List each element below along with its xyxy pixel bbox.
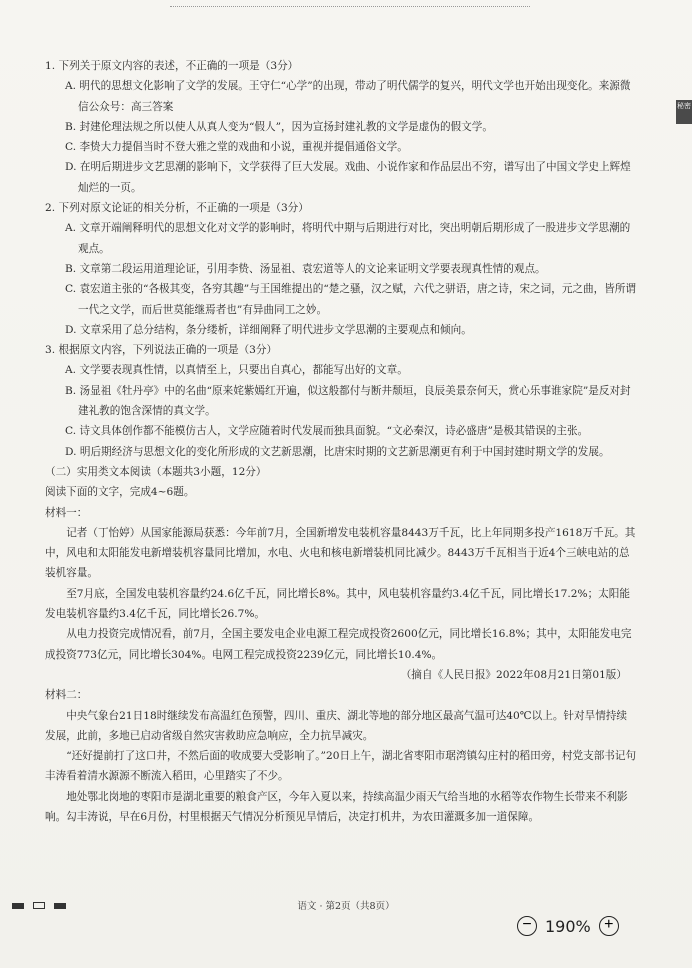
material-1-paragraph: 至7月底，全国发电装机容量约24.6亿千瓦，同比增长8%。其中，风电装机容量约3.4亿千瓦，同比增长17.2%；太阳能发电装机容量约3.4亿千瓦，同比增长26.7%。 — [45, 587, 630, 621]
sidebar-tab[interactable]: 秘密 — [676, 100, 692, 124]
question-3 — [45, 340, 637, 462]
question-stem: 1. 下列关于原文内容的表述，不正确的一项是（3分） — [45, 60, 299, 72]
option-c: C. 诗文具体创作都不能模仿古人，文学应随着时代发展而独具面貌。“文必秦汉，诗必盛唐”是极其错误的主张。 — [65, 425, 589, 438]
section-instruction: 阅读下面的文字，完成4~6题。 — [45, 486, 195, 499]
question-2 — [45, 198, 637, 340]
zoom-level: 190% — [545, 916, 591, 936]
option-c: C. 袁宏道主张的“各极其变，各穷其趣”与王国维提出的“楚之骚，汉之赋，六代之骈语，唐之诗，宋之词，元之曲，皆所谓一代之文学，而后世莫能继焉者也”有异曲同工之妙。 — [65, 283, 636, 316]
option-d: D. 在明后期进步文艺思潮的影响下，文学获得了巨大发展。戏曲、小说作家和作品层出不穷，谱写出了中国文学史上辉煌灿烂的一页。 — [65, 161, 631, 194]
question-1 — [45, 56, 637, 198]
page-footer: 语文 · 第2页（共8页） — [297, 901, 395, 912]
option-b: B. 文章第二段运用道理论证，引用李贽、汤显祖、袁宏道等人的文论来证明文学要表现真性情的观点。 — [65, 262, 546, 275]
option-a: A. 文章开端阐释明代的思想文化对文学的影响时，将明代中期与后期进行对比，突出明朝后期形成了一股进步文学思潮的观点。 — [65, 222, 631, 255]
option-c: C. 李贽大力提倡当时不登大雅之堂的戏曲和小说，重视并提倡通俗文学。 — [65, 141, 408, 154]
option-a: A. 明代的思想文化影响了文学的发展。王守仁“心学”的出现，带动了明代儒学的复兴，明代文学也开始出现变化。来源微信公众号：高三答案 — [65, 80, 631, 113]
option-d: D. 文章采用了总分结构，条分缕析，详细阐释了明代进步文学思潮的主要观点和倾向。 — [65, 323, 472, 336]
material-1-paragraph: 从电力投资完成情况看，前7月，全国主要发电企业电源工程完成投资2600亿元，同比增长16.8%；其中，太阳能发电完成投资773亿元，同比增长304%。电网工程完成投资2239亿元，同比增长10.4%。 — [45, 628, 632, 661]
question-stem: 2. 下列对原文论证的相关分析，不正确的一项是（3分） — [45, 202, 309, 215]
question-stem: 3. 根据原文内容，下列说法正确的一项是（3分） — [45, 344, 278, 357]
material-2-paragraph: 中央气象台21日18时继续发布高温红色预警，四川、重庆、湖北等地的部分地区最高气温可达40℃以上。针对旱情持续发展，此前，多地已启动省级自然灾害救助应急响应，全力抗旱减灾。 — [45, 709, 627, 742]
material-2-paragraph: 地处鄂北岗地的枣阳市是湖北重要的粮食产区，今年入夏以来，持续高温少雨天气给当地的水稻等农作物生长带来不利影响。勾丰涛说，早在6月份，村里根据天气情况分析预见旱情后，决定打机井，为农田灌溉多加一道保障。 — [45, 790, 628, 823]
material-1-source: （摘自《人民日报》2022年08月21日第01版） — [400, 668, 627, 681]
page-content — [45, 56, 637, 827]
material-2-label: 材料二： — [45, 689, 88, 702]
minus-icon: − — [522, 916, 532, 933]
plus-icon: + — [604, 916, 614, 933]
zoom-control — [517, 913, 619, 939]
material-1-label: 材料一： — [45, 506, 88, 519]
option-d: D. 明后期经济与思想文化的变化所形成的文艺新思潮，比唐宋时期的文艺新思潮更有利于中国封建时期文学的发展。 — [65, 445, 610, 458]
material-2-paragraph: “还好提前打了这口井，不然后面的收成要大受影响了。”20日上午，湖北省枣阳市琚湾镇勾庄村的稻田旁，村党支部书记句丰涛看着清水源源不断流入稻田，心里踏实了不少。 — [45, 750, 637, 783]
zoom-out-button[interactable] — [517, 916, 537, 936]
option-b: B. 封建伦理法规之所以使人从真人变为“假人”，因为宣扬封建礼教的文学是虚伪的假文学。 — [65, 120, 493, 133]
zoom-in-button[interactable] — [599, 916, 619, 936]
page-top-edge — [170, 0, 530, 7]
material-1-paragraph: 记者（丁怡婷）从国家能源局获悉：今年前7月，全国新增发电装机容量8443万千瓦，比上年同期多投产1618万千瓦。其中，风电和太阳能发电新增装机容量同比增加，水电、火电和核电新增装机同比减少。8443万千瓦相当于近4个三峡电站的总装机容量。 — [45, 526, 636, 580]
option-a: A. 文学要表现真性情，以真情至上，只要出自真心，都能写出好的文章。 — [65, 364, 408, 377]
option-b: B. 汤显祖《牡丹亭》中的名曲“原来姹紫嫣红开遍，似这般都付与断井颓垣，良辰美景奈何天，赏心乐事谁家院”是反对封建礼教的饱含深情的真文学。 — [65, 384, 631, 418]
section-heading: （二）实用类文本阅读（本题共3小题，12分） — [45, 465, 267, 478]
